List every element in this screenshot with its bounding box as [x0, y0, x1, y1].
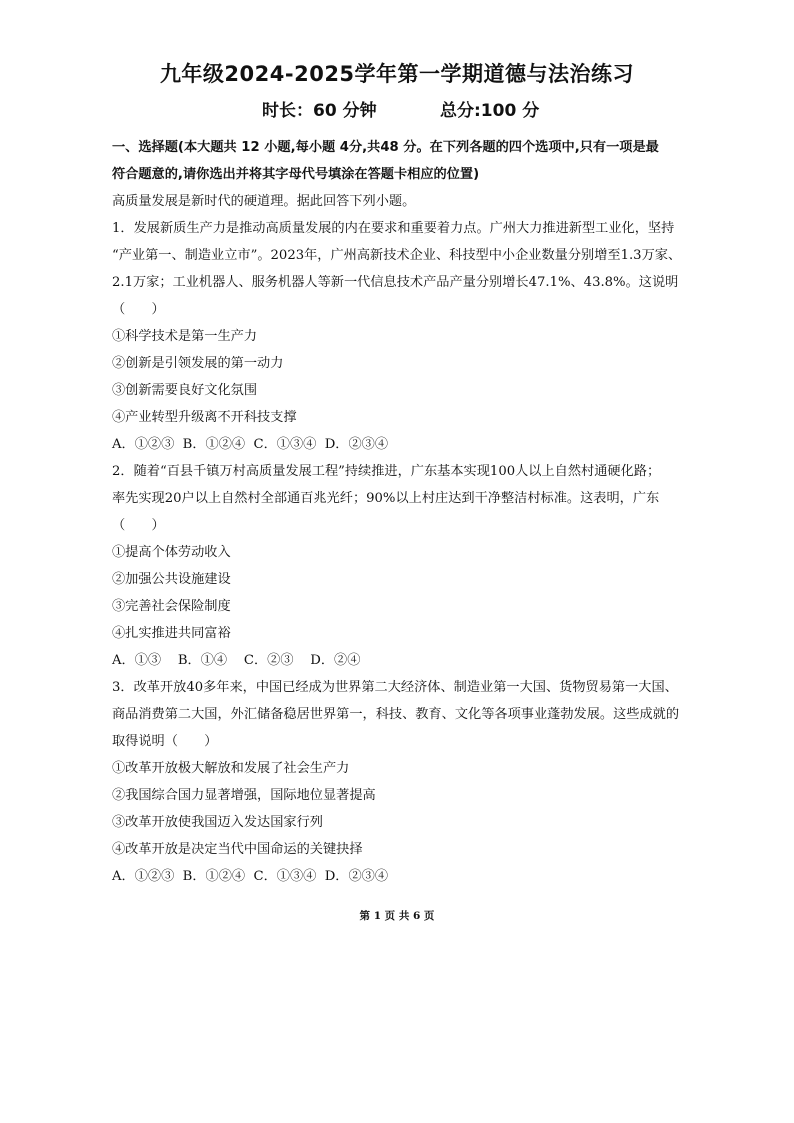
question-item: ①提高个体劳动收入: [112, 545, 231, 560]
question-stem-line: 率先实现20户以上自然村全部通百兆光纤；90%以上村庄达到干净整洁村标准。这表明，广东: [112, 491, 660, 506]
question-stem-line: 取得说明（ ）: [112, 734, 218, 749]
question-stem-line: 1．发展新质生产力是推动高质量发展的内在要求和重要着力点。广州大力推进新型工业化，坚持: [112, 221, 675, 236]
total-score-label: 总分:100 分: [440, 101, 540, 121]
page-footer: 第 1 页 共 6 页: [359, 910, 435, 922]
question-item: ①科学技术是第一生产力: [112, 329, 258, 344]
question-stem-line: “产业第一、制造业立市”。2023年，广州高新技术企业、科技型中小企业数量分别增至1.3万家、: [112, 248, 682, 263]
question-stem-line: 商品消费第二大国，外汇储备稳居世界第一，科技、教育、文化等各项事业蓬勃发展。这些成就的: [112, 707, 680, 722]
question-2: [112, 458, 684, 674]
question-stem-line: （ ）: [112, 518, 165, 533]
question-item: ③改革开放使我国迈入发达国家行列: [112, 815, 323, 830]
question-item: ②我国综合国力显著增强，国际地位显著提高: [112, 788, 376, 803]
question-3: [112, 674, 684, 890]
question-options: A．①②③ B．①②④ C．①③④ D．②③④: [112, 437, 389, 452]
question-item: ④扎实推进共同富裕: [112, 626, 231, 641]
question-stem-line: 2．随着“百县千镇万村高质量发展工程”持续推进，广东基本实现100人以上自然村通硬化路；: [112, 464, 661, 479]
question-item: ④产业转型升级离不开科技支撑: [112, 410, 297, 425]
exam-content: [112, 134, 684, 890]
duration-label: 时长：60 分钟: [262, 101, 377, 121]
question-item: ③完善社会保险制度: [112, 599, 231, 614]
page-title: 九年级2024-2025学年第一学期道德与法治练习: [159, 62, 635, 86]
section-heading-line-1: 一、选择题(本大题共 12 小题,每小题 4分,共48 分。在下列各题的四个选项中,只有一项是最: [112, 140, 659, 155]
question-item: ②创新是引领发展的第一动力: [112, 356, 284, 371]
question-stem-line: 2.1万家；工业机器人、服务机器人等新一代信息技术产品产量分别增长47.1%、43.8%。这说明: [112, 275, 679, 290]
question-stem-line: 3．改革开放40多年来，中国已经成为世界第二大经济体、制造业第一大国、货物贸易第一大国、: [112, 680, 678, 695]
question-options: A．①②③ B．①②④ C．①③④ D．②③④: [112, 869, 389, 884]
section-intro: 高质量发展是新时代的硬道理。据此回答下列小题。: [112, 194, 416, 209]
question-options: A．①③ B．①④ C．②③ D．②④: [112, 653, 361, 668]
question-1: [112, 215, 684, 458]
question-item: ①改革开放极大解放和发展了社会生产力: [112, 761, 350, 776]
section-heading-line-2: 符合题意的,请你选出并将其字母代号填涂在答题卡相应的位置): [112, 167, 480, 182]
question-item: ②加强公共设施建设: [112, 572, 231, 587]
question-item: ③创新需要良好文化氛围: [112, 383, 258, 398]
question-stem-line: （ ）: [112, 302, 165, 317]
question-item: ④改革开放是决定当代中国命运的关键抉择: [112, 842, 363, 857]
